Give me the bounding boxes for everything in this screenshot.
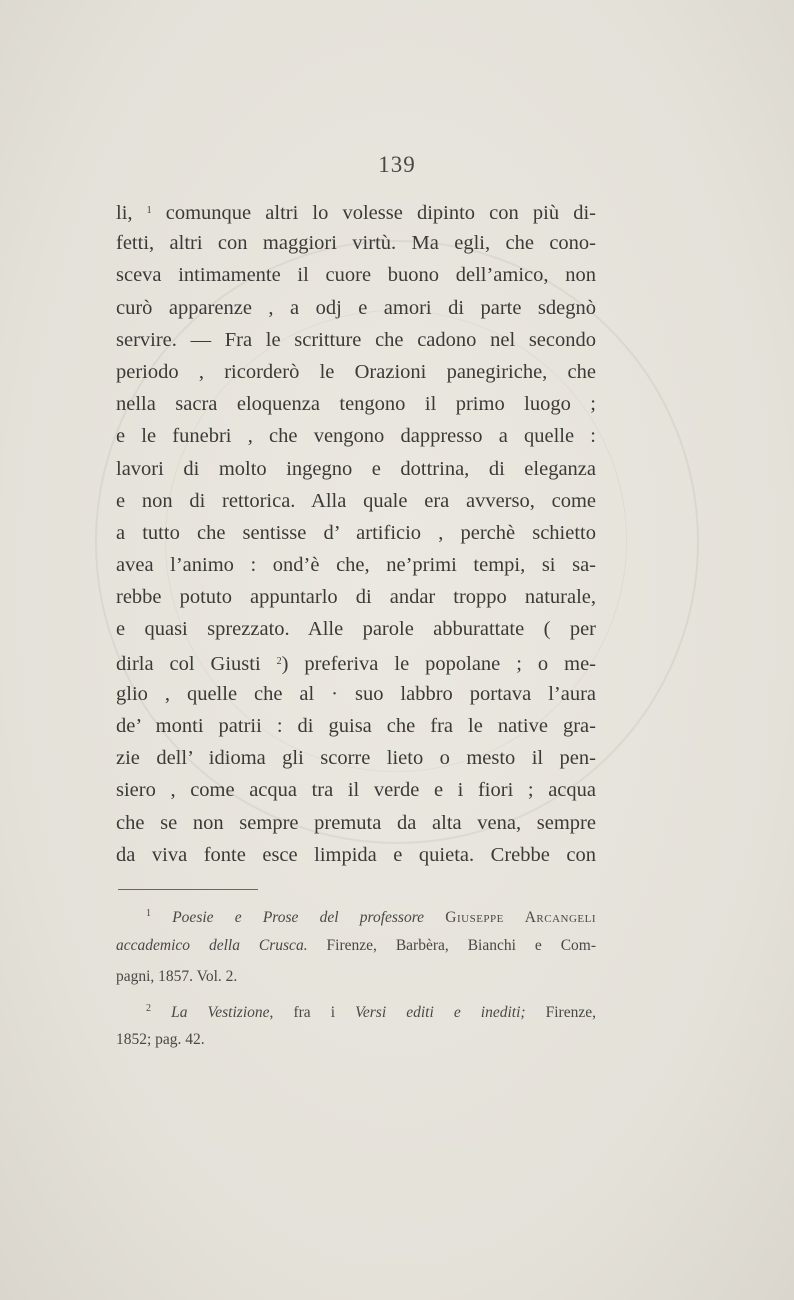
text-line: che se non sempre premuta da alta vena, sempre — [116, 811, 596, 834]
text-line: e quasi sprezzato. Alle parole abburattate ( per — [116, 618, 596, 641]
text-line: a tutto che sentisse d’ artificio , perchè schietto — [116, 521, 596, 544]
footnote-rule — [118, 889, 258, 890]
footnote-2-line: 1852; pag. 42. — [116, 1031, 205, 1048]
footnote-1-line: accademico della Crusca. Firenze, Barbèra, Bianchi e Com- — [116, 936, 597, 954]
text-line: siero , come acqua tra il verde e i fiori ; acqua — [116, 779, 596, 802]
text-line: avea l’animo : ond’è che, ne’primi tempi, si sa- — [116, 554, 596, 577]
footnote-1-line: pagni, 1857. Vol. 2. — [116, 968, 238, 985]
footnote-2-line: $^2$ La Vestizione, fra i Versi editi e inediti; Firenze, — [146, 1002, 596, 1021]
text-line: dirla col Giusti $^2$) preferiva le popolane ; o me- — [116, 652, 596, 675]
page-number: 139 — [378, 152, 416, 177]
footnote-1-line: $^1$ Poesie e Prose del professore Giuseppe Arcangeli — [146, 908, 597, 926]
text-line: servire. — Fra le scritture che cadono nel secondo — [116, 328, 596, 351]
text-line: de’ monti patrii : di guisa che fra le native gra- — [116, 715, 596, 737]
text-line: zie dell’ idioma gli scorre lieto o mesto il pen- — [116, 747, 596, 770]
text-line: e non di rettorica. Alla quale era avverso, come — [116, 489, 596, 512]
text-line: li, $^1$ comunque altri lo volesse dipinto con più di- — [116, 202, 596, 224]
text-line: fetti, altri con maggiori virtù. Ma egli, che cono- — [116, 232, 596, 255]
body-text — [116, 195, 596, 871]
text-line: periodo , ricorderò le Orazioni panegiriche, che — [116, 360, 596, 383]
text-line: glio , quelle che al · suo labbro portava l’aura — [116, 682, 596, 705]
text-line: nella sacra eloquenza tengono il primo luogo ; — [116, 393, 596, 416]
text-line: curò apparenze , a odj e amori di parte sdegnò — [116, 296, 596, 319]
text-line: e le funebri , che vengono dappresso a quelle : — [116, 425, 596, 448]
text-line: lavori di molto ingegno e dottrina, di eleganza — [116, 457, 596, 480]
text-line: da viva fonte esce limpida e quieta. Crebbe con — [116, 843, 596, 866]
text-line: rebbe potuto appuntarlo di andar troppo naturale, — [116, 586, 596, 609]
text-line: sceva intimamente il cuore buono dell’amico, non — [116, 264, 596, 287]
footnotes — [116, 898, 596, 1056]
